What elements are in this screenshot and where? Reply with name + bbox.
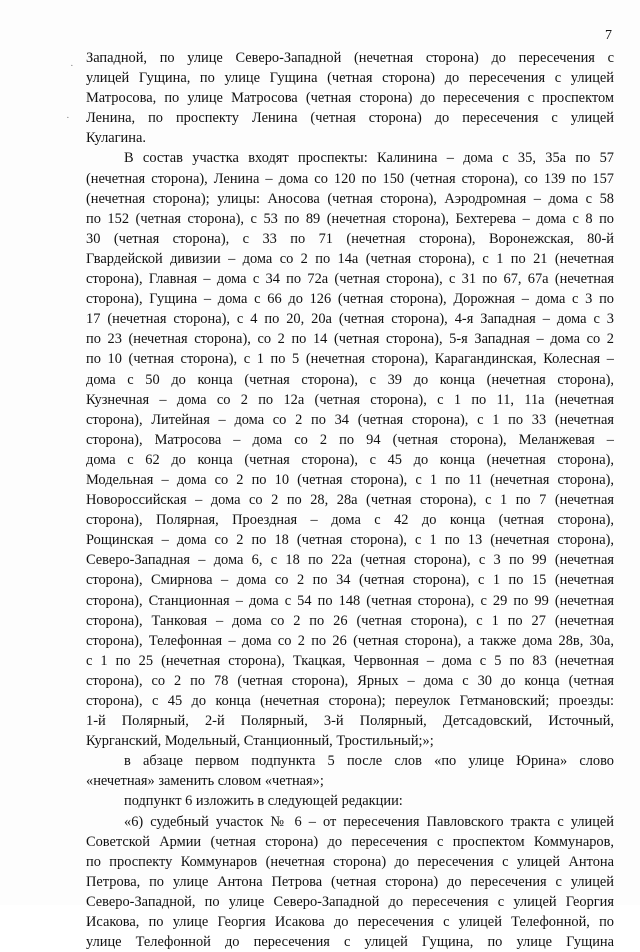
text-line: Исакова, по улице Георгия Исакова до пересечения с улицей Телефонной, по: [86, 914, 614, 931]
text-line: сторона), Смирнова – дома со 2 по 34 (четная сторона), с 1 по 15 (нечетная: [86, 572, 614, 589]
text-line: сторона), Литейная – дома со 2 по 34 (четная сторона), с 1 по 33 (нечетная: [86, 411, 614, 428]
text-line: В состав участка входят проспекты: Калинина – дома с 35, 35а по 57: [124, 150, 614, 167]
text-line: сторона), Матросова – дома со 2 по 94 (четная сторона), Меланжевая –: [86, 431, 614, 448]
text-line: Ленина, по проспекту Ленина (четная сторона) до пересечения с улицей: [86, 110, 614, 127]
text-line: Курганский, Модельный, Станционный, Тростильный;»;: [86, 733, 434, 750]
text-line: Западной, по улице Северо-Западной (нечетная сторона) до пересечения с: [86, 50, 614, 66]
text-line: Кузнечная – дома со 2 по 12а (четная сторона), с 1 по 11, 11а (нечетная: [86, 391, 614, 408]
text-line: 30 (четная сторона), с 33 по 71 (нечетная сторона), Воронежская, 80-й: [86, 230, 614, 247]
text-line: сторона), Главная – дома с 34 по 72а (четная сторона), с 31 по 67, 67а (нечетная: [86, 271, 614, 288]
text-line: (нечетная сторона), Ленина – дома со 120 по 150 (четная сторона), со 139 по 157: [86, 170, 614, 187]
text-line: 17 (нечетная сторона), с 4 по 20, 20а (четная сторона), 4-я Западная – дома с 3: [86, 311, 614, 328]
text-line: с 1 по 25 (нечетная сторона), Ткацкая, Червонная – дома с 5 по 83 (нечетная: [86, 652, 614, 669]
text-line: Рощинская – дома со 2 по 18 (четная сторона), с 1 по 13 (нечетная сторона),: [86, 532, 614, 549]
text-line: Северо-Западная – дома 6, с 18 по 22а (четная сторона), с 3 по 99 (нечетная: [86, 552, 614, 569]
text-line: сторона), Телефонная – дома со 2 по 26 (четная сторона), а также дома 28в, 30а,: [86, 632, 614, 649]
text-line: сторона), Гущина – дома с 66 до 126 (четная сторона), Дорожная – дома с 3 по: [86, 291, 614, 308]
text-line: «6) судебный участок № 6 – от пересечения Павловского тракта с улицей: [124, 813, 614, 830]
text-line: дома с 50 до конца (четная сторона), с 39 до конца (нечетная сторона),: [86, 371, 614, 388]
text-line: в абзаце первом подпункта 5 после слов «по улице Юрина» слово: [124, 753, 614, 770]
document-body: [86, 48, 614, 952]
text-line: Гвардейской дивизии – дома со 2 по 14а (четная сторона), с 1 по 21 (нечетная: [86, 250, 614, 267]
text-line: Петрова, по улице Антона Петрова (четная сторона) до пересечения с улицей: [86, 873, 614, 890]
text-line: подпункт 6 изложить в следующей редакции:: [124, 793, 403, 810]
text-line: сторона), Танковая – дома со 2 по 26 (четная сторона), с 1 по 27 (нечетная: [86, 612, 614, 629]
text-line: по 10 (четная сторона), с 1 по 5 (нечетная сторона), Карагандинская, Колесная –: [86, 351, 614, 368]
text-line: сторона), Станционная – дома с 54 по 148 (четная сторона), с 29 по 99 (нечетная: [86, 592, 614, 609]
text-line: Модельная – дома со 2 по 10 (четная сторона), с 1 по 11 (нечетная сторона),: [86, 471, 614, 488]
text-line: по 152 (четная сторона), с 53 по 89 (нечетная сторона), Бехтерева – дома с 8 по: [86, 210, 614, 227]
text-line: (нечетная сторона); улицы: Аносова (четная сторона), Аэродромная – дома с 58: [86, 190, 614, 207]
text-line: Матросова, по улице Матросова (четная сторона) до пересечения с проспектом: [86, 90, 614, 107]
text-line: 1-й Полярный, 2-й Полярный, 3-й Полярный, Детсадовский, Источный,: [86, 713, 614, 730]
text-line: Северо-Западной, по улице Северо-Западной до пересечения с улицей Георгия: [86, 893, 614, 910]
text-line: дома с 62 до конца (четная сторона), с 45 до конца (нечетная сторона),: [86, 451, 614, 468]
text-line: Советской Армии (четная сторона) до пересечения с проспектом Коммунаров,: [86, 833, 614, 850]
scan-speck: ·: [70, 60, 74, 72]
scan-speck: ·: [66, 112, 70, 124]
text-line: сторона), с 45 до конца (нечетная сторона); переулок Гетмановский; проезды:: [86, 693, 614, 709]
text-line: Кулагина.: [86, 130, 146, 147]
text-line: по проспекту Коммунаров (нечетная сторона) до пересечения с улицей Антона: [86, 853, 614, 870]
text-line: сторона), Полярная, Проездная – дома с 42 до конца (четная сторона),: [86, 512, 614, 529]
text-line: сторона), со 2 по 78 (четная сторона), Ярных – дома с 30 до конца (четная: [86, 672, 614, 689]
text-line: улице Телефонной до пересечения с улицей Гущина, по улице Гущина: [86, 934, 614, 951]
text-line: «нечетная» заменить словом «четная»;: [86, 773, 324, 790]
text-line: улицей Гущина, по улице Гущина (четная сторона) до пересечения с улицей: [86, 70, 614, 87]
text-line: по 23 (нечетная сторона), со 2 по 14 (четная сторона), 5-я Западная – дома со 2: [86, 331, 614, 348]
page-number: 7: [605, 28, 612, 43]
text-line: Новороссийская – дома со 2 по 28, 28а (четная сторона), с 1 по 7 (нечетная: [86, 492, 614, 509]
